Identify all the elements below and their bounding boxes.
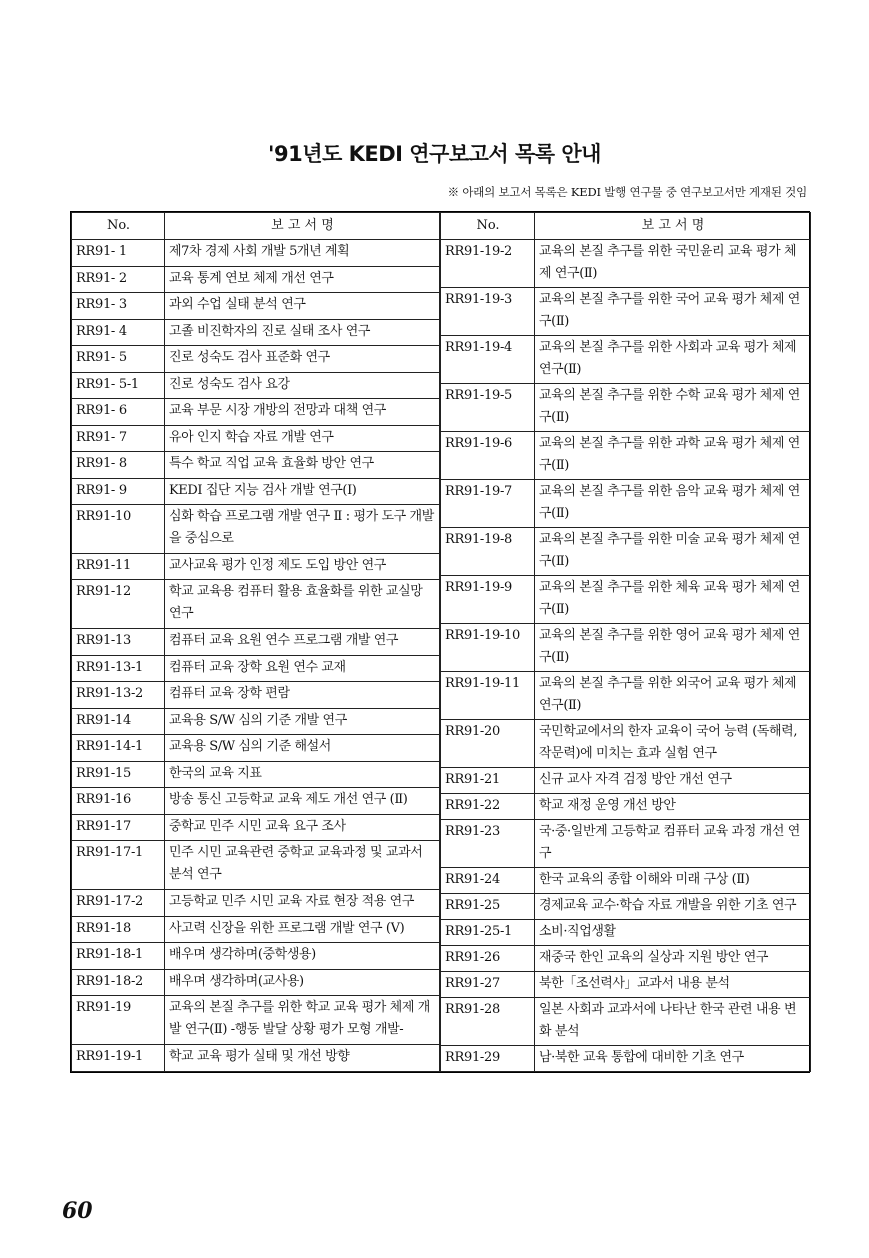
header-no: No.	[441, 213, 535, 240]
report-title: 특수 학교 직업 교육 효율화 방안 연구	[165, 452, 440, 479]
report-title: 북한「조선력사」교과서 내용 분석	[535, 972, 811, 998]
report-title: 남·북한 교육 통합에 대비한 기초 연구	[535, 1046, 811, 1072]
report-title: 컴퓨터 교육 장학 편람	[165, 682, 440, 709]
report-number: RR91-19-9	[441, 576, 535, 624]
table-row	[441, 336, 811, 384]
report-number: RR91- 2	[72, 266, 165, 293]
report-title: 고등학교 민주 시민 교육 자료 현장 적용 연구	[165, 890, 440, 917]
report-number: RR91-13	[72, 629, 165, 656]
report-number: RR91-15	[72, 761, 165, 788]
report-title: 교육 통계 연보 체제 개선 연구	[165, 266, 440, 293]
report-title: 컴퓨터 교육 요원 연수 프로그램 개발 연구	[165, 629, 440, 656]
report-title: 교육 부문 시장 개방의 전망과 대책 연구	[165, 399, 440, 426]
report-title: 교육의 본질 추구를 위한 음악 교육 평가 체제 연구(Ⅱ)	[535, 480, 811, 528]
report-number: RR91- 8	[72, 452, 165, 479]
table-row	[441, 920, 811, 946]
report-title: 교육의 본질 추구를 위한 미술 교육 평가 체제 연구(Ⅱ)	[535, 528, 811, 576]
report-number: RR91- 1	[72, 240, 165, 267]
report-title: 사고력 신장을 위한 프로그램 개발 연구 (Ⅴ)	[165, 916, 440, 943]
report-title: 유아 인지 학습 자료 개발 연구	[165, 425, 440, 452]
table-row	[72, 969, 440, 996]
report-number: RR91-19-8	[441, 528, 535, 576]
report-number: RR91-19-1	[72, 1045, 165, 1072]
report-number: RR91-28	[441, 998, 535, 1046]
report-table-right	[440, 212, 811, 1072]
table-row	[72, 425, 440, 452]
table-row	[441, 576, 811, 624]
table-row	[72, 996, 440, 1045]
report-number: RR91-19-6	[441, 432, 535, 480]
table-row	[72, 943, 440, 970]
report-title: 중학교 민주 시민 교육 요구 조사	[165, 814, 440, 841]
table-row	[441, 624, 811, 672]
table-row	[72, 735, 440, 762]
table-row	[72, 372, 440, 399]
report-number: RR91-18-1	[72, 943, 165, 970]
table-row	[72, 841, 440, 890]
report-title: 배우며 생각하며(중학생용)	[165, 943, 440, 970]
table-row	[441, 998, 811, 1046]
report-number: RR91-16	[72, 788, 165, 815]
table-row	[72, 916, 440, 943]
table-row	[441, 794, 811, 820]
report-number: RR91-29	[441, 1046, 535, 1072]
report-title: 교육용 S/W 심의 기준 해설서	[165, 735, 440, 762]
report-number: RR91- 5-1	[72, 372, 165, 399]
report-title: 교육의 본질 추구를 위한 과학 교육 평가 체제 연구(Ⅱ)	[535, 432, 811, 480]
report-number: RR91- 4	[72, 319, 165, 346]
page-title: '91년도 KEDI 연구보고서 목록 안내	[268, 142, 601, 166]
report-title: 진로 성숙도 검사 표준화 연구	[165, 346, 440, 373]
report-number: RR91-14	[72, 708, 165, 735]
report-title: 컴퓨터 교육 장학 요원 연수 교재	[165, 655, 440, 682]
table-row	[441, 480, 811, 528]
report-number: RR91-19-5	[441, 384, 535, 432]
report-number: RR91-11	[72, 553, 165, 580]
list-note: ※ 아래의 보고서 목록은 KEDI 발행 연구물 중 연구보고서만 게재된 것임	[447, 185, 807, 199]
report-number: RR91-19-10	[441, 624, 535, 672]
report-title: 교육의 본질 추구를 위한 수학 교육 평가 체제 연구(Ⅱ)	[535, 384, 811, 432]
table-row	[441, 720, 811, 768]
report-title: 교육의 본질 추구를 위한 외국어 교육 평가 체제 연구(Ⅱ)	[535, 672, 811, 720]
table-row	[72, 788, 440, 815]
table-row	[72, 553, 440, 580]
report-number: RR91- 9	[72, 478, 165, 505]
report-number: RR91- 7	[72, 425, 165, 452]
report-title: 일본 사회과 교과서에 나타난 한국 관련 내용 변화 분석	[535, 998, 811, 1046]
report-title: 교육의 본질 추구를 위한 영어 교육 평가 체제 연구(Ⅱ)	[535, 624, 811, 672]
table-row	[441, 240, 811, 288]
report-title: 제7차 경제 사회 개발 5개년 계획	[165, 240, 440, 267]
report-number: RR91-20	[441, 720, 535, 768]
report-number: RR91-24	[441, 868, 535, 894]
table-row	[441, 384, 811, 432]
table-row	[441, 288, 811, 336]
table-row	[72, 580, 440, 629]
page-number: 60	[62, 1198, 93, 1224]
report-title: 학교 교육 평가 실태 및 개선 방향	[165, 1045, 440, 1072]
report-number: RR91-22	[441, 794, 535, 820]
table-row	[441, 672, 811, 720]
report-title: 심화 학습 프로그램 개발 연구 Ⅱ : 평가 도구 개발을 중심으로	[165, 505, 440, 554]
table-row	[72, 655, 440, 682]
report-number: RR91-19-2	[441, 240, 535, 288]
report-title: 경제교육 교수·학습 자료 개발을 위한 기초 연구	[535, 894, 811, 920]
report-number: RR91-17-2	[72, 890, 165, 917]
report-title: 진로 성숙도 검사 요강	[165, 372, 440, 399]
table-row	[72, 1045, 440, 1072]
report-title: 교육의 본질 추구를 위한 국민윤리 교육 평가 체제 연구(Ⅱ)	[535, 240, 811, 288]
table-row	[72, 240, 440, 267]
table-row	[72, 761, 440, 788]
report-number: RR91-10	[72, 505, 165, 554]
table-row	[72, 266, 440, 293]
report-title: 교육용 S/W 심의 기준 개발 연구	[165, 708, 440, 735]
report-number: RR91-19-3	[441, 288, 535, 336]
report-list	[70, 211, 810, 1073]
report-number: RR91-26	[441, 946, 535, 972]
table-row	[72, 293, 440, 320]
report-title: 방송 통신 고등학교 교육 제도 개선 연구 (Ⅱ)	[165, 788, 440, 815]
table-row	[72, 629, 440, 656]
report-number: RR91- 6	[72, 399, 165, 426]
report-number: RR91- 3	[72, 293, 165, 320]
table-row	[441, 768, 811, 794]
table-row	[441, 432, 811, 480]
report-title: 교육의 본질 추구를 위한 학교 교육 평가 체제 개발 연구(Ⅱ) -행동 발달 상황 평가 모형 개발-	[165, 996, 440, 1045]
report-title: 고졸 비진학자의 진로 실태 조사 연구	[165, 319, 440, 346]
table-row	[72, 399, 440, 426]
report-number: RR91-19-7	[441, 480, 535, 528]
report-title: 한국의 교육 지표	[165, 761, 440, 788]
table-row	[441, 528, 811, 576]
report-number: RR91-25-1	[441, 920, 535, 946]
table-row	[441, 894, 811, 920]
report-number: RR91- 5	[72, 346, 165, 373]
report-number: RR91-21	[441, 768, 535, 794]
report-number: RR91-19-4	[441, 336, 535, 384]
table-row	[441, 972, 811, 998]
report-title: 교육의 본질 추구를 위한 국어 교육 평가 체제 연구(Ⅱ)	[535, 288, 811, 336]
report-number: RR91-23	[441, 820, 535, 868]
report-title: 학교 재정 운영 개선 방안	[535, 794, 811, 820]
header-name: 보 고 서 명	[165, 213, 440, 240]
report-title: 교사교육 평가 인정 제도 도입 방안 연구	[165, 553, 440, 580]
report-number: RR91-18	[72, 916, 165, 943]
table-row	[441, 820, 811, 868]
table-row	[72, 505, 440, 554]
report-table-left	[71, 212, 440, 1072]
table-row	[441, 1046, 811, 1072]
report-number: RR91-13-1	[72, 655, 165, 682]
report-title: 신규 교사 자격 검정 방안 개선 연구	[535, 768, 811, 794]
table-row	[72, 682, 440, 709]
table-row	[72, 708, 440, 735]
header-name: 보 고 서 명	[535, 213, 811, 240]
report-number: RR91-19	[72, 996, 165, 1045]
report-title: 소비·직업생활	[535, 920, 811, 946]
table-row	[72, 478, 440, 505]
report-number: RR91-13-2	[72, 682, 165, 709]
report-title: 재중국 한인 교육의 실상과 지원 방안 연구	[535, 946, 811, 972]
report-number: RR91-14-1	[72, 735, 165, 762]
report-title: 교육의 본질 추구를 위한 체육 교육 평가 체제 연구(Ⅱ)	[535, 576, 811, 624]
report-title: 민주 시민 교육관련 중학교 교육과정 및 교과서 분석 연구	[165, 841, 440, 890]
table-row	[72, 346, 440, 373]
table-row	[72, 452, 440, 479]
report-number: RR91-17-1	[72, 841, 165, 890]
report-title: 국·중·일반계 고등학교 컴퓨터 교육 과정 개선 연구	[535, 820, 811, 868]
table-row	[72, 814, 440, 841]
report-number: RR91-19-11	[441, 672, 535, 720]
report-number: RR91-25	[441, 894, 535, 920]
table-row	[441, 946, 811, 972]
report-title: 한국 교육의 종합 이해와 미래 구상 (Ⅱ)	[535, 868, 811, 894]
header-no: No.	[72, 213, 165, 240]
table-row	[72, 319, 440, 346]
report-number: RR91-17	[72, 814, 165, 841]
report-title: KEDI 집단 지능 검사 개발 연구(Ⅰ)	[165, 478, 440, 505]
report-number: RR91-18-2	[72, 969, 165, 996]
report-title: 학교 교육용 컴퓨터 활용 효율화를 위한 교실망 연구	[165, 580, 440, 629]
report-title: 과외 수업 실태 분석 연구	[165, 293, 440, 320]
table-row	[441, 868, 811, 894]
report-number: RR91-27	[441, 972, 535, 998]
report-title: 교육의 본질 추구를 위한 사회과 교육 평가 체제 연구(Ⅱ)	[535, 336, 811, 384]
table-row	[72, 890, 440, 917]
report-title: 배우며 생각하며(교사용)	[165, 969, 440, 996]
report-number: RR91-12	[72, 580, 165, 629]
report-title: 국민학교에서의 한자 교육이 국어 능력 (독해력, 작문력)에 미치는 효과 실험 연구	[535, 720, 811, 768]
